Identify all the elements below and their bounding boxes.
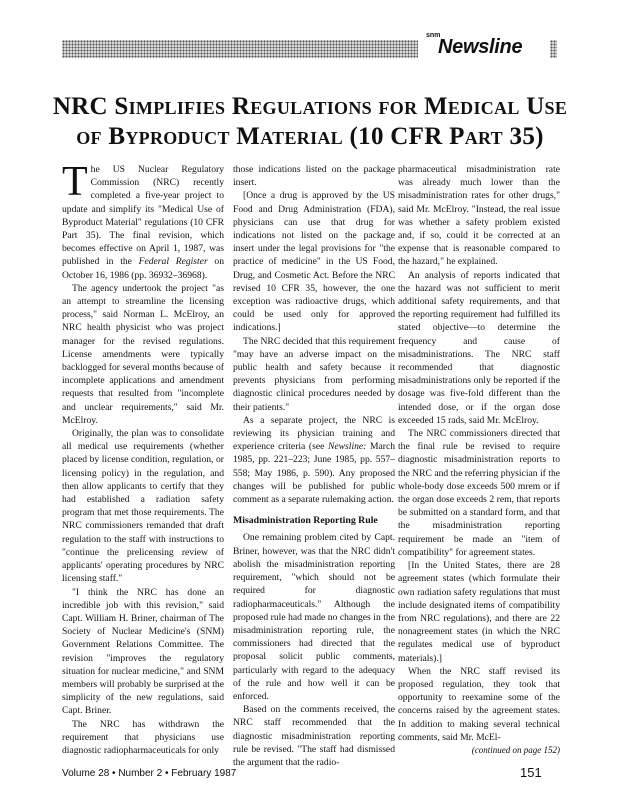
paragraph: Originally, the plan was to consolidate all medical use requirements (whether placed by license condition, regulation, or licensing policy) in the regulation, and then allow applicants to certify that they had established a radiation safety program that met those requirements. The NRC commissioners remanded that draft regulation to the staff with instructions to "continue the prelicensing review of applicants' operating procedures by NRC licensing staff." [62, 428, 224, 585]
paragraph: One remaining problem cited by Capt. Briner, however, was that the NRC didn't abolish the misadministration reporting requirement, "which should not be required for diagnostic radiopharmaceuticals." Although the proposed rule had made no changes in the misadministration reporting rule, the commissioners had directed that the proposal solicit public comments, particularly with regard to the adequacy of the rule and how well it can be enforced. [233, 532, 395, 702]
issue-info: Volume 28 • Number 2 • February 1987 [62, 768, 237, 779]
paragraph: [In the United States, there are 28 agreement states (which formulate their own radiation safety regulations that must include designated items of compatibility from NRC regulations), and there are 22 nonagreement states (in which the NRC regulates medical use of byproduct materials).] [398, 560, 560, 664]
article-column-1 [62, 159, 224, 757]
article-title-line-1: NRC Simplifies Regulations for Medical Use [52, 93, 568, 120]
paragraph [62, 159, 224, 282]
header-halftone-bar-right [550, 40, 557, 58]
paragraph: those indications listed on the package insert. [233, 164, 395, 189]
section-subheading: Misadministration Reporting Rule [233, 515, 378, 527]
paragraph: Based on the comments received, the NRC staff recommended that the diagnostic misadministration reporting rule be revised. "The staff had dismissed the argument that the radio- [233, 704, 395, 768]
paragraph: The NRC decided that this requirement "may have an adverse impact on the public health and safety because it prevents physicians from performing diagnostic clinical procedures needed by their patients." [233, 335, 395, 413]
paragraph-italic: Newsline: [327, 441, 367, 453]
paragraph: An analysis of reports indicated that the hazard was not sufficient to merit additional safety requirements, and that the reporting requirement had fulfilled its stated objective—to determine the frequency and cause of misadministrations. The NRC staff recommended that diagnostic misadministrations only be reported if the dosage was five-fold different than the intended dose, or if the organ dose exceeded 15 rads, said Mr. McElroy. [398, 269, 560, 426]
continued-note: (continued on page 152) [471, 744, 560, 755]
article-title [20, 92, 600, 152]
paragraph-text: As a separate project, the NRC is reviewing its physician training and experience criteria (see [233, 414, 395, 453]
paragraph: pharmaceutical misadministration rate was already much lower than the misadministration rates for other drugs," said Mr. McElroy. "Instead, the real issue was whether a safety problem existed and, if so, could it be corrected at an expense that is reasonable compared to the hazard," he explained. [398, 164, 560, 268]
paragraph-text: on October 16, 1986 (pp. 36932–36968). [62, 256, 224, 281]
paragraph: When the NRC staff revised its proposed regulation, they took that opportunity to reexamine some of the concerns raised by the agreement states. In addition to making several technical comments, said Mr. McEl- [398, 665, 560, 743]
paragraph-text: he US Nuclear Regulatory Commission (NRC) recently completed a five-year project to update and simplify its "Medical Use of Byproduct Material" regulations (10 CFR Part 35). The final revision, which becomes effective on April 1, 1987, was published in the [62, 164, 224, 268]
paragraph [233, 414, 395, 506]
paragraph: [Once a drug is approved by the US Food and Drug Administration (FDA), physicians can use that drug for indications not listed on the package insert under the legal provisions for "the practice of medicine" in the US Food, Drug, and Cosmetic Act. Before the NRC revised 10 CFR 35, however, the one exception was radioactive drugs, which could be used only for approved indications.] [233, 190, 395, 334]
page-number: 151 [520, 765, 542, 780]
paragraph: The agency undertook the project "as an attempt to streamline the licensing process," said Norman L. McElroy, an NRC health physicist who was project manager for the revised regulations. License amendments were typically backlogged for several months because of incomplete applications and amendment requests that resulted from "incomplete and unclear requirements," said Mr. McElroy. [62, 282, 224, 426]
article-column-3 [398, 163, 560, 757]
paragraph: The NRC has withdrawn the requirement that physicians use diagnostic radiopharmaceuticals for only [62, 718, 224, 756]
article-title-line-2: of Byproduct Material (10 CFR Part 35) [76, 123, 544, 150]
paragraph: "I think the NRC has done an incredible job with this revision," said Capt. William H. Briner, chairman of The Society of Nuclear Medicine's (SNM) Government Relations Committee. The revision "improves the regulatory situation for nuclear medicine," and SNM members will probably be surprised at the simplicity of the new regulations, said Capt. Briner. [62, 586, 224, 717]
newsline-logo: Newsline [438, 36, 523, 58]
snm-logo-text: snm [426, 32, 441, 39]
article-column-2 [233, 163, 395, 769]
paragraph-italic: Federal Register [138, 256, 208, 268]
paragraph-text: March 1985, pp. 221–223; June 1985, pp. 557–558; May 1986, p. 590). Any proposed changes will be published for public comment as a separate rulemaking action. [233, 441, 396, 506]
paragraph: The NRC commissioners directed that the final rule be revised to require diagnostic misadministration reports to the NRC and the referring physician if the whole-body dose exceeds 500 mrem or if the organ dose exceeds 2 rem, that reports be submitted on a standard form, and that the misadministration reporting requirement be made an "item of compatibility" for agreement states. [398, 428, 560, 558]
drop-cap: T [62, 159, 88, 205]
